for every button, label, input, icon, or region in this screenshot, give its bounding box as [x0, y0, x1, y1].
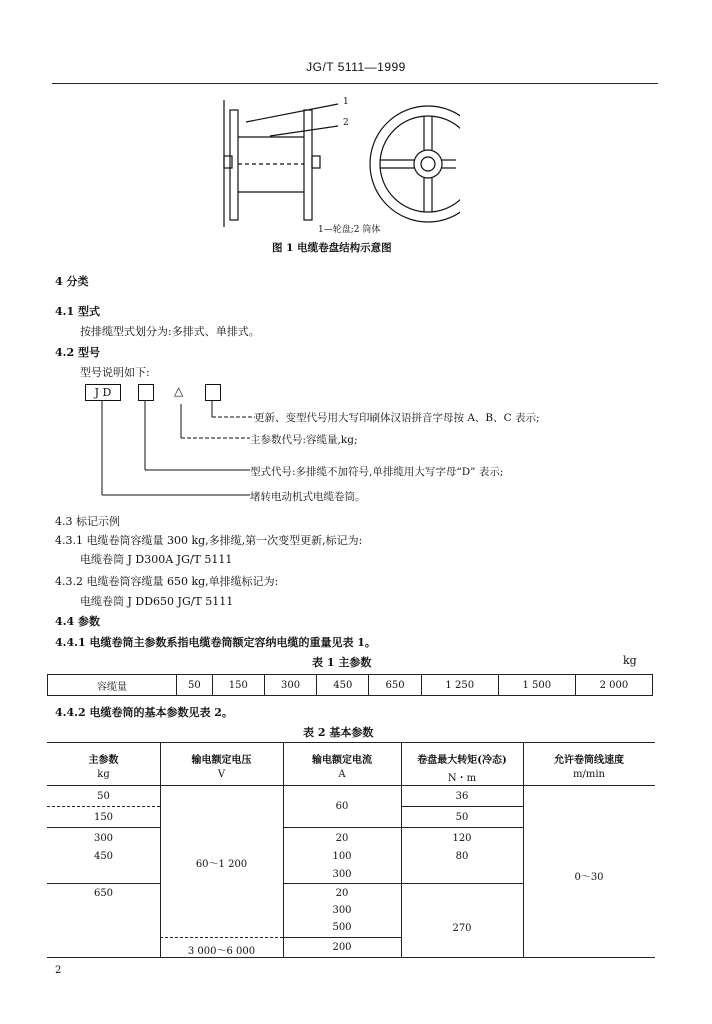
table1-cell: 1 500 [498, 675, 575, 696]
table2-cell: 36 [455, 791, 469, 802]
section-4-3-1-mark: 电缆卷筒 J D300A JG/T 5111 [80, 553, 233, 566]
table2-cell: 120 [452, 833, 472, 844]
table2-cell: 60～1 200 [195, 859, 248, 870]
table1-cell: 150 [212, 675, 264, 696]
section-4-2-title: 4.2 型号 [55, 346, 100, 359]
table2-cell: 200 [332, 942, 352, 953]
model-annotation-kind: 堵转电动机式电缆卷筒。 [250, 491, 366, 503]
callout-1: 1 [343, 97, 349, 107]
section-4-4-1: 4.4.1 电缆卷筒主参数系指电缆卷筒额定容纳电缆的重量见表 1。 [55, 636, 376, 649]
table2-cell: 0～30 [574, 872, 604, 883]
model-annotation-type: 型式代号:多排缆不加符号,单排缆用大写字母“D” 表示; [250, 466, 504, 478]
model-leader-lines [80, 398, 260, 498]
table2-header-speed: 允许卷筒线速度 [554, 755, 624, 766]
doc-header: JG/T 5111—1999 [306, 60, 406, 74]
section-4-3-title: 4.3 标记示例 [55, 515, 120, 528]
model-type-triangle: △ [174, 384, 184, 398]
table1-cell: 2 000 [575, 675, 652, 696]
table2-title: 表 2 基本参数 [303, 726, 374, 739]
table2-header-voltage: 输电额定电压 [191, 755, 252, 766]
model-jd-box: J D [85, 384, 121, 401]
section-4-1-title: 4.1 型式 [55, 305, 100, 318]
table2-cell: 300 [332, 869, 352, 880]
table2-header-param-unit: kg [97, 769, 110, 780]
table2-cell: 50 [97, 791, 110, 802]
table2-header-torque-unit: N・m [447, 773, 477, 784]
table2-header-voltage-unit: V [217, 769, 226, 780]
header-rule [52, 83, 658, 84]
section-4-2-text: 型号说明如下: [80, 366, 150, 379]
table2-cell: 150 [93, 812, 114, 823]
table2-header-param: 主参数 [88, 755, 119, 766]
table2-cell: 20 [335, 833, 349, 844]
section-4-4-2: 4.4.2 电缆卷筒的基本参数见表 2。 [55, 706, 233, 719]
table2-cell: 100 [332, 851, 352, 862]
section-4-4-title: 4.4 参数 [55, 615, 100, 628]
table2-header-current-unit: A [338, 769, 346, 780]
table2-header-speed-unit: m/min [573, 769, 605, 780]
table2-cell: 300 [93, 833, 114, 844]
table1-label: 容缆量 [48, 675, 177, 696]
cable-reel-diagram [200, 92, 460, 232]
table2-cell: 20 [335, 888, 349, 899]
section-4-3-2: 4.3.2 电缆卷筒容缆量 650 kg,单排缆标记为: [55, 575, 279, 588]
table1-cell: 300 [264, 675, 316, 696]
table1-cell: 650 [369, 675, 421, 696]
table2-cell: 450 [93, 851, 114, 862]
table2-cell: 3 000～6 000 [187, 946, 256, 957]
table2-cell: 60 [335, 801, 349, 812]
table2-cell: 270 [452, 923, 472, 934]
table2-cell: 500 [332, 922, 352, 933]
section-4-1-text: 按排缆型式划分为:多排式、单排式。 [80, 325, 260, 338]
figure-legend: 1—轮盘;2 筒体 [318, 225, 381, 235]
section-4-3-1: 4.3.1 电缆卷筒容缆量 300 kg,多排缆,第一次变型更新,标记为: [55, 534, 363, 547]
model-annotation-update: 更新、变型代号用大写印刷体汉语拼音字母按 A、B、C 表示; [254, 412, 540, 424]
section-4-3-2-mark: 电缆卷筒 J DD650 JG/T 5111 [80, 595, 234, 608]
table2-cell: 650 [93, 888, 114, 899]
callout-2: 2 [343, 118, 349, 128]
table1-cell: 1 250 [421, 675, 498, 696]
table2-header-torque: 卷盘最大转矩(冷态) [417, 755, 507, 766]
table2-cell: 300 [332, 905, 352, 916]
model-annotation-param: 主参数代号:容缆量,kg; [250, 434, 358, 446]
table1-cell: 50 [177, 675, 213, 696]
table2-cell: 50 [455, 812, 469, 823]
figure-caption: 图 1 电缆卷盘结构示意图 [272, 242, 392, 254]
table2-header-current: 输电额定电流 [312, 755, 372, 766]
table2-basic-parameters [47, 742, 655, 958]
table1-title: 表 1 主参数 [312, 656, 372, 669]
table1-unit: kg [623, 654, 637, 667]
table2-cell: 80 [455, 851, 469, 862]
section-4-title: 4 分类 [55, 275, 89, 288]
page-number: 2 [55, 965, 62, 976]
table1-main-parameters [47, 674, 653, 696]
table1-cell: 450 [317, 675, 369, 696]
